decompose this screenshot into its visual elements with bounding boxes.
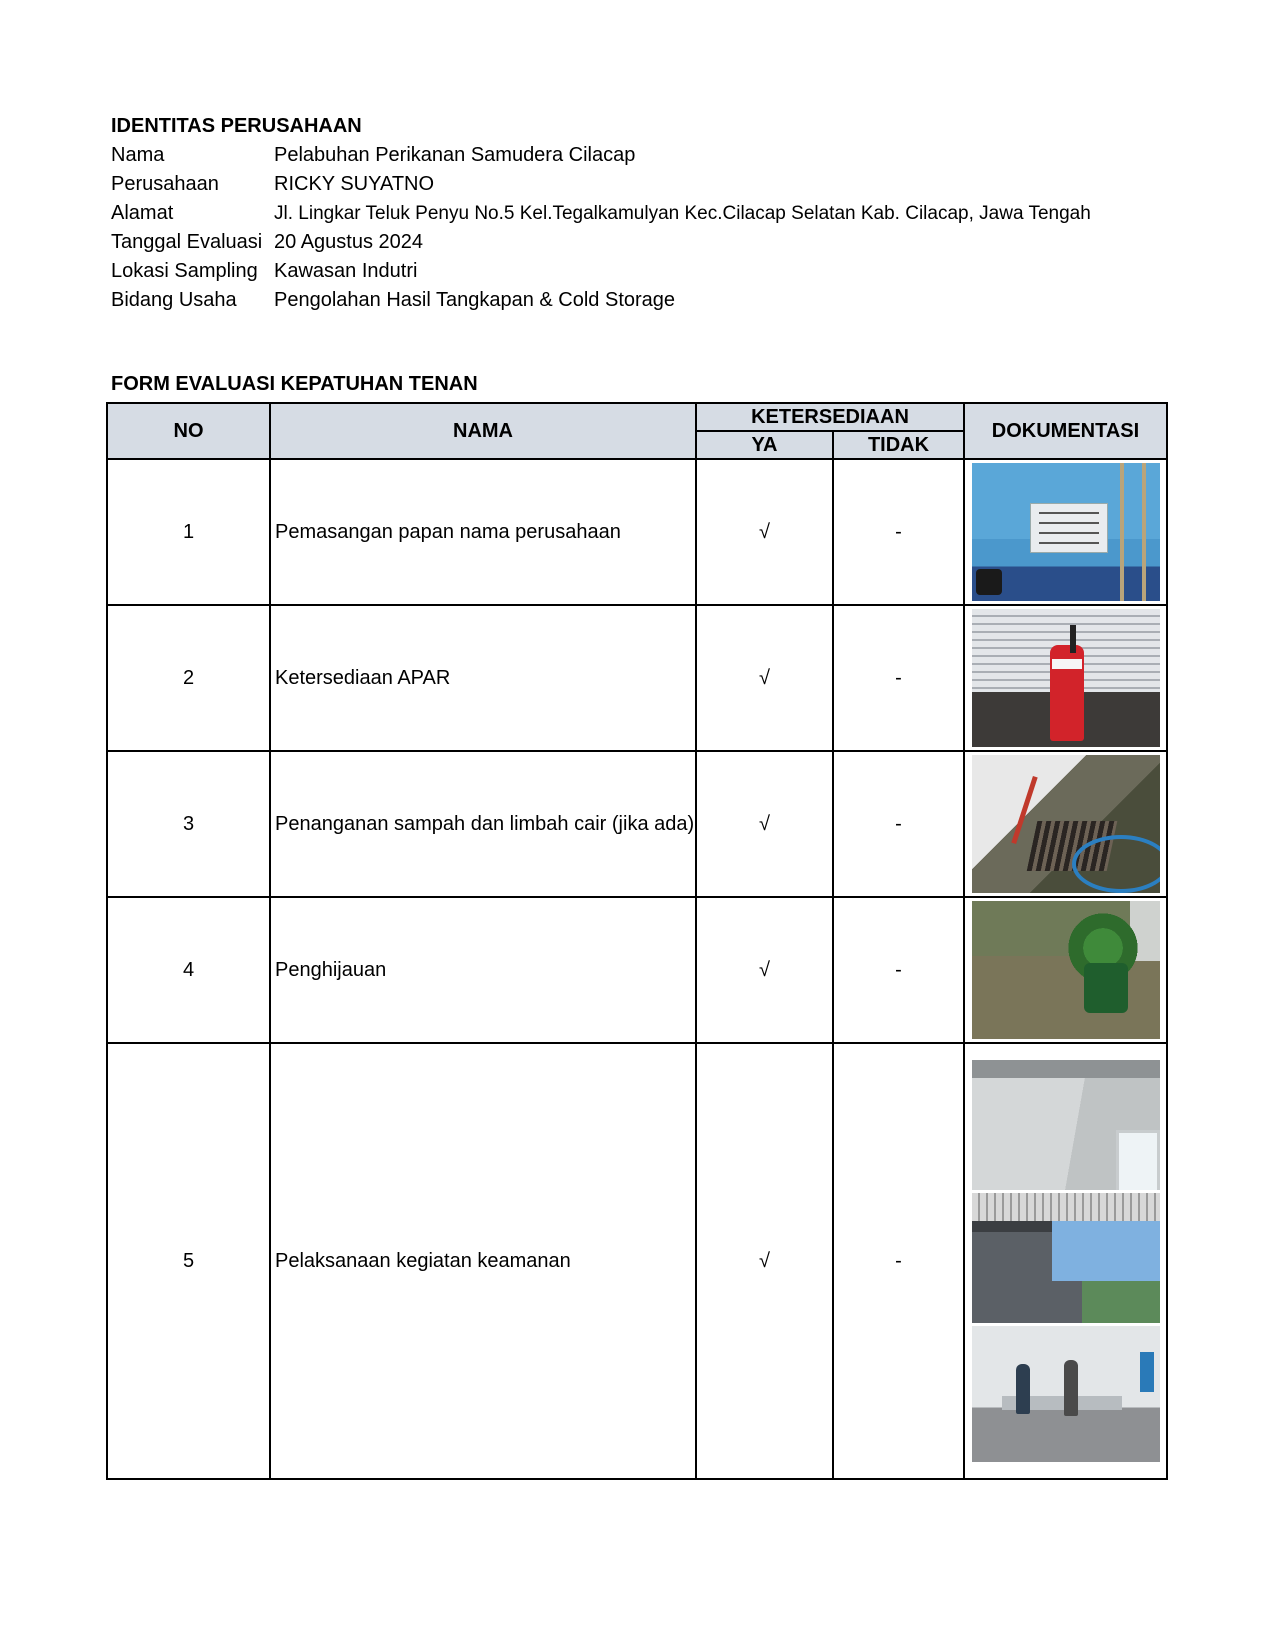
row-dokumentasi bbox=[964, 1043, 1167, 1479]
identity-row-bidang bbox=[111, 286, 1091, 315]
photo-ceiling-corner bbox=[972, 1060, 1160, 1190]
evaluation-table bbox=[106, 402, 1168, 1480]
row-nama: Penghijauan bbox=[270, 897, 696, 1043]
header-no: NO bbox=[107, 403, 270, 459]
photo-greenery bbox=[972, 901, 1160, 1039]
row-nama: Ketersediaan APAR bbox=[270, 605, 696, 751]
row-tidak: - bbox=[833, 897, 964, 1043]
photo-waste-drain bbox=[972, 755, 1160, 893]
row-nama: Pelaksanaan kegiatan keamanan bbox=[270, 1043, 696, 1479]
row-tidak: - bbox=[833, 751, 964, 897]
row-tidak: - bbox=[833, 605, 964, 751]
identity-label: Tanggal Evaluasi bbox=[111, 231, 263, 253]
identity-value: Kawasan Indutri bbox=[274, 260, 418, 282]
header-ya: YA bbox=[696, 431, 833, 459]
table-row bbox=[107, 751, 1167, 897]
company-identity bbox=[111, 112, 1091, 315]
header-tidak: TIDAK bbox=[833, 431, 964, 459]
table-row bbox=[107, 897, 1167, 1043]
row-dokumentasi bbox=[964, 459, 1167, 605]
row-ya: √ bbox=[696, 605, 833, 751]
identity-value: 20 Agustus 2024 bbox=[274, 231, 424, 253]
header-dokumentasi: DOKUMENTASI bbox=[964, 403, 1167, 459]
identity-value: RICKY SUYATNO bbox=[274, 173, 435, 195]
row-no: 1 bbox=[107, 459, 270, 605]
row-dokumentasi bbox=[964, 897, 1167, 1043]
identity-value: Pengolahan Hasil Tangkapan & Cold Storage bbox=[274, 289, 676, 311]
identity-value: Pelabuhan Perikanan Samudera Cilacap bbox=[274, 144, 636, 166]
table-row bbox=[107, 1043, 1167, 1479]
row-tidak: - bbox=[833, 1043, 964, 1479]
header-ketersediaan: KETERSEDIAAN bbox=[696, 403, 964, 431]
identity-heading: IDENTITAS PERUSAHAAN bbox=[111, 115, 362, 137]
identity-label: Perusahaan bbox=[111, 173, 219, 195]
row-no: 5 bbox=[107, 1043, 270, 1479]
header-nama: NAMA bbox=[270, 403, 696, 459]
row-tidak: - bbox=[833, 459, 964, 605]
identity-row-perusahaan bbox=[111, 170, 1091, 199]
identity-label: Alamat bbox=[111, 202, 174, 224]
table-row bbox=[107, 605, 1167, 751]
row-ya: √ bbox=[696, 1043, 833, 1479]
photo-company-signboard bbox=[972, 463, 1160, 601]
row-ya: √ bbox=[696, 751, 833, 897]
identity-row-lokasi bbox=[111, 257, 1091, 286]
photo-fire-extinguisher bbox=[972, 609, 1160, 747]
identity-row-tanggal bbox=[111, 228, 1091, 257]
identity-label: Nama bbox=[111, 144, 165, 166]
identity-row-alamat bbox=[111, 199, 1091, 228]
row-ya: √ bbox=[696, 459, 833, 605]
row-no: 2 bbox=[107, 605, 270, 751]
identity-value: Jl. Lingkar Teluk Penyu No.5 Kel.Tegalkamulyan Kec.Cilacap Selatan Kab. Cilacap, Jawa Tengah bbox=[274, 203, 1091, 224]
row-no: 4 bbox=[107, 897, 270, 1043]
row-dokumentasi bbox=[964, 751, 1167, 897]
photo-processing-room bbox=[972, 1326, 1160, 1462]
identity-label: Lokasi Sampling bbox=[111, 260, 258, 282]
row-dokumentasi bbox=[964, 605, 1167, 751]
row-nama: Penanganan sampah dan limbah cair (jika ada) bbox=[270, 751, 696, 897]
form-title: FORM EVALUASI KEPATUHAN TENAN bbox=[111, 373, 478, 395]
row-ya: √ bbox=[696, 897, 833, 1043]
photo-roof-window bbox=[972, 1193, 1160, 1323]
row-nama: Pemasangan papan nama perusahaan bbox=[270, 459, 696, 605]
row-no: 3 bbox=[107, 751, 270, 897]
table-row bbox=[107, 459, 1167, 605]
identity-row-nama bbox=[111, 141, 1091, 170]
identity-label: Bidang Usaha bbox=[111, 289, 237, 311]
